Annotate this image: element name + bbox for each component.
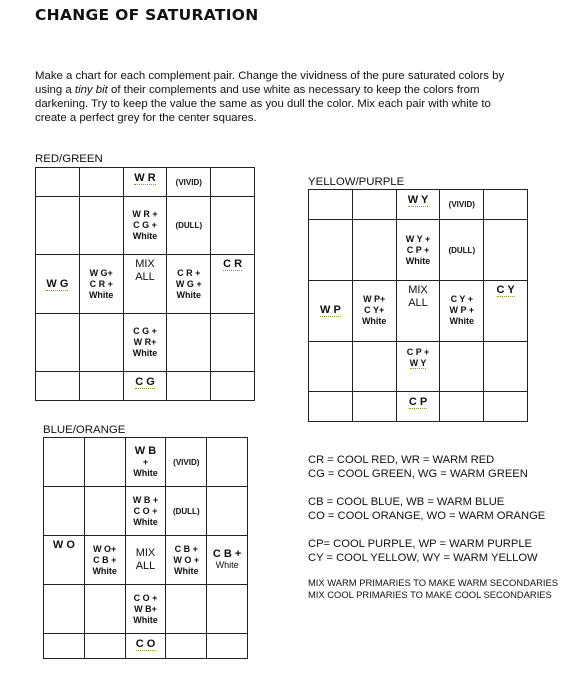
instructions-part2: of their complements and use white as necessary to keep the colors from darkening. Try to keep the value the same as you dull the color. Mix each pair with white to create a perfect grey for the center squares. [35, 84, 491, 124]
cell-top: W Y [396, 190, 440, 220]
legend-line: CB = COOL BLUE, WB = WARM BLUE [308, 496, 505, 508]
note-line: MIX WARM PRIMARIES TO MAKE WARM SECONDARIES [308, 577, 559, 588]
cell-left: W O [44, 536, 85, 585]
cell [211, 313, 255, 371]
cell [36, 313, 80, 371]
cell-dull: (DULL) [166, 487, 207, 536]
legend-line: CR = COOL RED, WR = WARM RED [308, 454, 495, 466]
cell [84, 634, 125, 659]
legend-line: CP= COOL PURPLE, WP = WARM PURPLE [308, 538, 533, 550]
cell-top: W R [123, 168, 167, 197]
cell [84, 487, 125, 536]
cell-right2: C R + W G + White [167, 255, 211, 313]
cell [167, 313, 211, 371]
cell-dull: (DULL) [440, 220, 484, 281]
cell-bottom2: C G + W R+ White [123, 313, 167, 371]
legend-line: CO = COOL ORANGE, WO = WARM ORANGE [308, 510, 546, 522]
cell-vivid: (VIVID) [167, 168, 211, 197]
cell [352, 341, 396, 391]
cell-top2: W B + C O + White [125, 487, 166, 536]
cell [84, 438, 125, 487]
cell-bottom2: C O + W B+ White [125, 585, 166, 634]
cell-vivid: (VIVID) [166, 438, 207, 487]
cell [44, 487, 85, 536]
chart-label-blue-orange: BLUE/ORANGE [43, 424, 126, 436]
cell [309, 391, 353, 421]
cell-right: C R [211, 255, 255, 313]
chart-label-yellow-purple: YELLOW/PURPLE [308, 176, 405, 188]
cell-bottom: C G [123, 371, 167, 400]
cell [84, 585, 125, 634]
cell [352, 190, 396, 220]
cell-bottom2: C P + W Y [396, 341, 440, 391]
cell-center: MIX ALL [396, 281, 440, 342]
cell [207, 585, 248, 634]
cell-top: W B + White [125, 438, 166, 487]
instructions-part1: Make a chart for each complement pair. Change the vividness of the pure saturated colors by using a [35, 70, 505, 96]
cell [36, 168, 80, 197]
cell [484, 190, 528, 220]
cell [207, 438, 248, 487]
cell [484, 220, 528, 281]
cell-dull: (DULL) [167, 197, 211, 255]
cell [44, 585, 85, 634]
instructions-emphasis: tiny bit [74, 84, 108, 96]
instructions [35, 69, 505, 125]
cell [44, 634, 85, 659]
cell [36, 197, 80, 255]
cell [309, 220, 353, 281]
note-line: MIX COOL PRIMARIES TO MAKE COOL SECONDARIES [308, 589, 552, 600]
cell [79, 371, 123, 400]
cell [207, 487, 248, 536]
cell [484, 341, 528, 391]
cell [211, 168, 255, 197]
cell-left: W G [36, 255, 80, 313]
cell-center: MIX ALL [125, 536, 166, 585]
page-title: CHANGE OF SATURATION [35, 6, 259, 24]
cell-left2: W O+ C B + White [84, 536, 125, 585]
cell [352, 391, 396, 421]
cell-center: MIX ALL [123, 255, 167, 313]
legend-line: CG = COOL GREEN, WG = WARM GREEN [308, 468, 528, 480]
cell [167, 371, 211, 400]
cell [36, 371, 80, 400]
cell [309, 190, 353, 220]
chart-red-green [35, 167, 255, 401]
cell [79, 168, 123, 197]
cell-top2: W R + C G + White [123, 197, 167, 255]
cell [352, 220, 396, 281]
cell [166, 585, 207, 634]
cell-top2: W Y + C P + White [396, 220, 440, 281]
cell [211, 197, 255, 255]
cell [440, 391, 484, 421]
notes [308, 577, 558, 601]
cell [79, 313, 123, 371]
cell-right: C B + White [207, 536, 248, 585]
cell [309, 341, 353, 391]
cell-right2: C Y + W P + White [440, 281, 484, 342]
cell-bottom: C O [125, 634, 166, 659]
cell [484, 391, 528, 421]
cell-right2: C B + W O + White [166, 536, 207, 585]
chart-yellow-purple [308, 189, 528, 422]
cell-left2: W P+ C Y+ White [352, 281, 396, 342]
chart-blue-orange [43, 437, 248, 659]
cell-left: W P [309, 281, 353, 342]
cell [79, 197, 123, 255]
cell [44, 438, 85, 487]
cell [211, 371, 255, 400]
cell [207, 634, 248, 659]
legend-line: CY = COOL YELLOW, WY = WARM YELLOW [308, 552, 538, 564]
cell-left2: W G+ C R + White [79, 255, 123, 313]
cell-right: C Y [484, 281, 528, 342]
cell-bottom: C P [396, 391, 440, 421]
cell-vivid: (VIVID) [440, 190, 484, 220]
cell [166, 634, 207, 659]
chart-label-red-green: RED/GREEN [35, 153, 103, 165]
cell [440, 341, 484, 391]
